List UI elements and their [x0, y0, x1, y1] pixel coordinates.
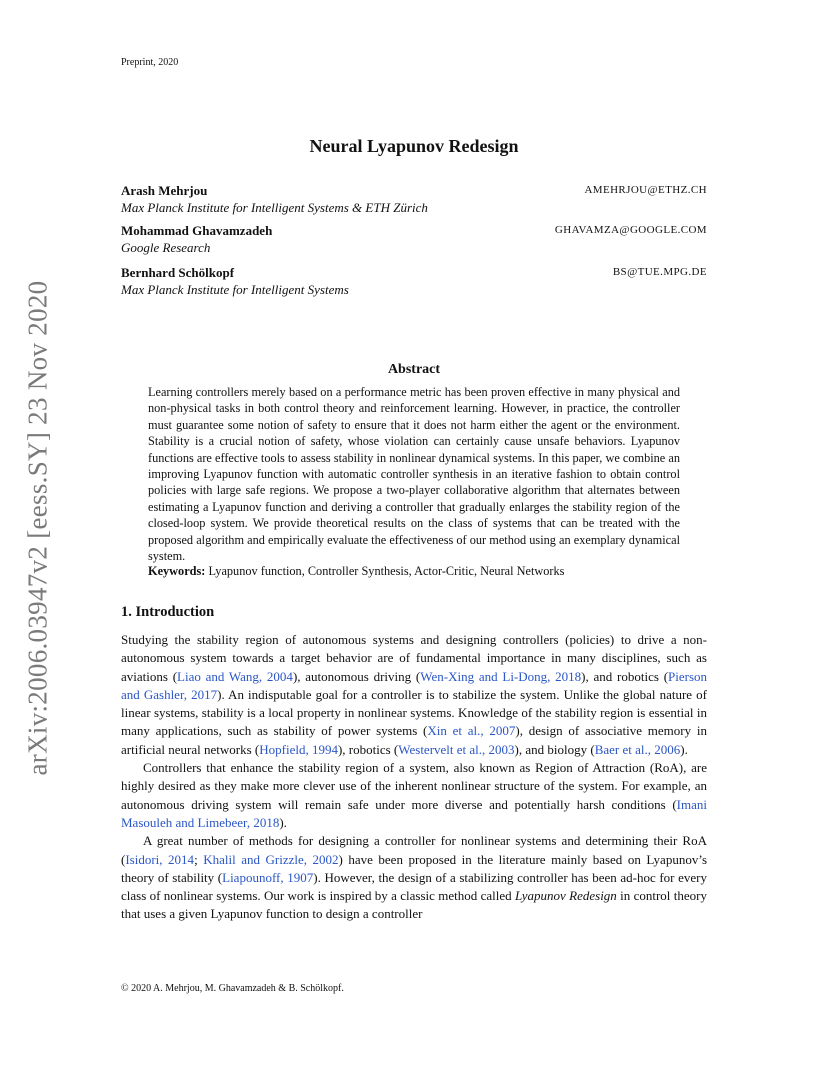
citation-link[interactable]: Westervelt et al., 2003 [398, 741, 515, 757]
text-run: Controllers that enhance the stability region of a system, also known as Region of Attraction (RoA), are highly desired as they make more clever use of the inherent nonlinear structure of the system. For example, an autonomous driving system will remain safe under more diverse and potentially harsh conditions ( [121, 760, 707, 812]
citation-link[interactable]: Pierson and Gashler, 2017 [121, 668, 708, 702]
citation-link[interactable]: Isidori, 2014 [125, 851, 195, 867]
keywords-label: Keywords: [148, 564, 206, 578]
citation-link[interactable]: Baer et al., 2006 [594, 741, 681, 757]
author-block-1 [121, 182, 707, 216]
section-body [121, 631, 707, 924]
citation-link[interactable]: Khalil and Grizzle, 2002 [203, 851, 339, 867]
author-email[interactable]: AMEHRJOU@ETHZ.CH [584, 184, 707, 196]
keywords-line [148, 564, 680, 579]
citation-link[interactable]: Hopfield, 1994 [259, 741, 338, 757]
text-run: ). [279, 814, 287, 830]
text-run: ), and robotics ( [581, 668, 669, 684]
citation-link[interactable]: Liao and Wang, 2004 [177, 668, 293, 684]
author-affiliation: Max Planck Institute for Intelligent Systems & ETH Zürich [121, 200, 428, 215]
text-run: ), and biology ( [514, 741, 595, 757]
author-name: Bernhard Schölkopf [121, 265, 235, 280]
text-run: ). An indisputable goal for a controller is to stabilize the system. Unlike the global nature of linear systems, stability is a local property in nonlinear systems. Knowledge of the stability region is essential in many applications, such as stability of power systems ( [121, 686, 707, 739]
text-run: Studying the stability region of autonomous systems and designing controllers (policies) to drive a non-autonomous system towards a target behavior are of fundamental importance in many disciplines, such as aviations ( [121, 632, 707, 684]
preprint-header: Preprint, 2020 [121, 57, 179, 68]
arxiv-stamp: arXiv:2006.03947v2 [eess.SY] 23 Nov 2020 [22, 280, 53, 776]
emphasis-term: Lyapunov Redesign [514, 888, 617, 904]
citation-link[interactable]: Xin et al., 2007 [427, 723, 516, 739]
copyright-footer: © 2020 A. Mehrjou, M. Ghavamzadeh & B. Schölkopf. [121, 983, 344, 994]
citation-link[interactable]: Imani Masouleh and Limebeer, 2018 [121, 796, 707, 830]
text-run: ). However, the design of a stabilizing controller has been ad-hoc for every class of nonlinear systems. Our work is inspired by a classic method called [121, 869, 708, 904]
text-run: ) have been proposed in the literature mainly based on Lyapunov’s theory of stability ( [121, 851, 707, 885]
author-name: Arash Mehrjou [121, 183, 208, 198]
author-name: Mohammad Ghavamzadeh [121, 223, 273, 238]
paragraph-2 [121, 759, 707, 832]
section-heading: 1. Introduction [121, 604, 215, 620]
author-affiliation: Max Planck Institute for Intelligent Systems [121, 282, 349, 297]
text-run: ; [194, 851, 204, 867]
author-block-3 [121, 264, 707, 298]
text-run: ), design of associative memory in artificial neural networks ( [121, 723, 707, 757]
keywords-list: Lyapunov function, Controller Synthesis, Actor-Critic, Neural Networks [208, 564, 565, 578]
text-run: ), robotics ( [337, 741, 399, 757]
citation-link[interactable]: Liapounoff, 1907 [222, 869, 314, 885]
author-email[interactable]: GHAVAMZA@GOOGLE.COM [554, 224, 707, 236]
text-run: ). [680, 741, 688, 757]
abstract-text: Learning controllers merely based on a performance metric has been proven effective in many physical and non-physical tasks in both control theory and reinforcement learning. However, in practice, the controller must guarantee some notion of safety to ensure that it does not harm either the agent or the environment. Stability is a crucial notion of safety, whose violation can certainly cause unsafe behaviors. Lyapunov functions are effective tools to assess stability in nonlinear dynamical systems. In this paper, we combine an improving Lyapunov function with automatic controller synthesis in an iterative fashion to obtain control policies with large safe regions. We propose a two-player collaborative algorithm that alternates between estimating a Lyapunov function and deriving a controller that gradually enlarges the stability region of the closed-loop system. We provide theoretical results on the class of systems that can be treated with the proposed algorithm and empirically evaluate the effectiveness of our method using an exemplary dynamical system. [148, 385, 680, 564]
paragraph-1 [121, 631, 707, 759]
text-run: A great number of methods for designing a controller for nonlinear systems and determining their RoA ( [121, 833, 707, 867]
abstract-heading: Abstract [387, 362, 441, 377]
paragraph-3 [121, 832, 707, 923]
text-run: in control theory that uses a given Lyapunov function to design a controller [121, 888, 707, 922]
text-run: ), autonomous driving ( [292, 668, 421, 684]
author-email[interactable]: BS@TUE.MPG.DE [612, 266, 707, 278]
citation-link[interactable]: Wen-Xing and Li-Dong, 2018 [420, 668, 582, 684]
author-block-2 [121, 222, 707, 256]
paper-title: Neural Lyapunov Redesign [309, 136, 519, 156]
author-affiliation: Google Research [121, 240, 211, 255]
